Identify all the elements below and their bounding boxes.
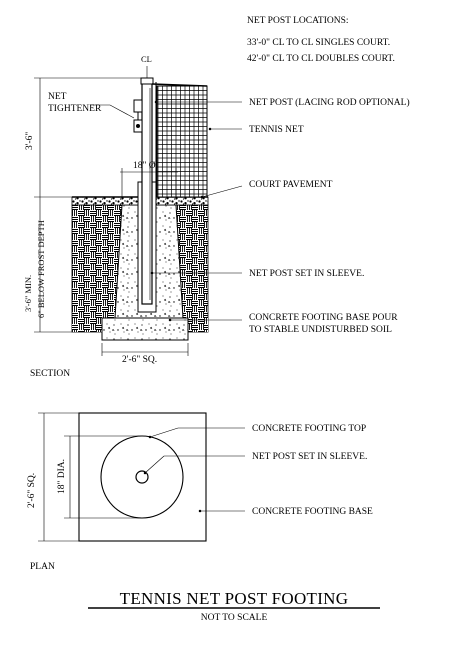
net-post <box>142 82 152 304</box>
svg-text:CONCRETE FOOTING BASE POUR: CONCRETE FOOTING BASE POUR <box>249 313 398 323</box>
callout-tennis-net <box>210 125 304 135</box>
net-tightener-hardware <box>134 100 142 132</box>
soil-left <box>72 205 122 332</box>
locations-singles: 33'-0" CL TO CL SINGLES COURT. <box>247 38 391 48</box>
svg-text:NET POST SET IN SLEEVE.: NET POST SET IN SLEEVE. <box>252 452 368 462</box>
callout-net-tightener <box>48 92 134 118</box>
svg-text:CL: CL <box>141 54 152 64</box>
svg-text:18" Ø: 18" Ø <box>133 161 156 171</box>
section-view <box>23 54 410 379</box>
drawing-title: TENNIS NET POST FOOTING <box>119 589 349 608</box>
svg-text:3'-6": 3'-6" <box>25 131 35 150</box>
svg-text:TIGHTENER: TIGHTENER <box>48 104 102 114</box>
centerline-mark <box>141 54 152 78</box>
svg-text:NET POST SET IN SLEEVE.: NET POST SET IN SLEEVE. <box>249 269 365 279</box>
concrete-base-pour <box>102 318 188 340</box>
svg-text:NET POST (LACING ROD OPTIONAL): NET POST (LACING ROD OPTIONAL) <box>249 98 410 108</box>
svg-text:2'-6" SQ.: 2'-6" SQ. <box>122 355 158 365</box>
tennis-net <box>157 86 207 197</box>
plan-square-dimension <box>27 413 79 541</box>
svg-text:TO STABLE UNDISTURBED SOIL: TO STABLE UNDISTURBED SOIL <box>249 325 392 335</box>
height-dimension <box>25 78 142 197</box>
net-post-locations <box>247 16 395 64</box>
svg-text:6" BELOW FROST DEPTH: 6" BELOW FROST DEPTH <box>36 220 46 318</box>
svg-text:2'-6" SQ.: 2'-6" SQ. <box>27 472 37 508</box>
plan-post <box>136 471 148 483</box>
base-width-dimension <box>102 343 188 365</box>
svg-text:COURT PAVEMENT: COURT PAVEMENT <box>249 180 333 190</box>
svg-text:3'-6" MIN.: 3'-6" MIN. <box>23 274 33 312</box>
locations-doubles: 42'-0" CL TO CL DOUBLES COURT. <box>247 54 395 64</box>
callout-court-pavement <box>202 180 333 197</box>
callout-plan-footing-base <box>200 507 373 517</box>
locations-header: NET POST LOCATIONS: <box>247 16 349 26</box>
section-label: SECTION <box>30 369 71 379</box>
plan-label: PLAN <box>30 562 55 572</box>
svg-text:18" DIA.: 18" DIA. <box>57 458 67 494</box>
depth-dimension <box>23 197 72 332</box>
svg-text:TENNIS NET: TENNIS NET <box>249 125 304 135</box>
plan-view <box>27 413 373 572</box>
title-block <box>88 589 380 623</box>
svg-text:CONCRETE FOOTING BASE: CONCRETE FOOTING BASE <box>252 507 373 517</box>
svg-text:CONCRETE FOOTING TOP: CONCRETE FOOTING TOP <box>252 424 367 434</box>
svg-text:NET: NET <box>48 92 67 102</box>
drawing-subtitle: NOT TO SCALE <box>200 613 268 623</box>
